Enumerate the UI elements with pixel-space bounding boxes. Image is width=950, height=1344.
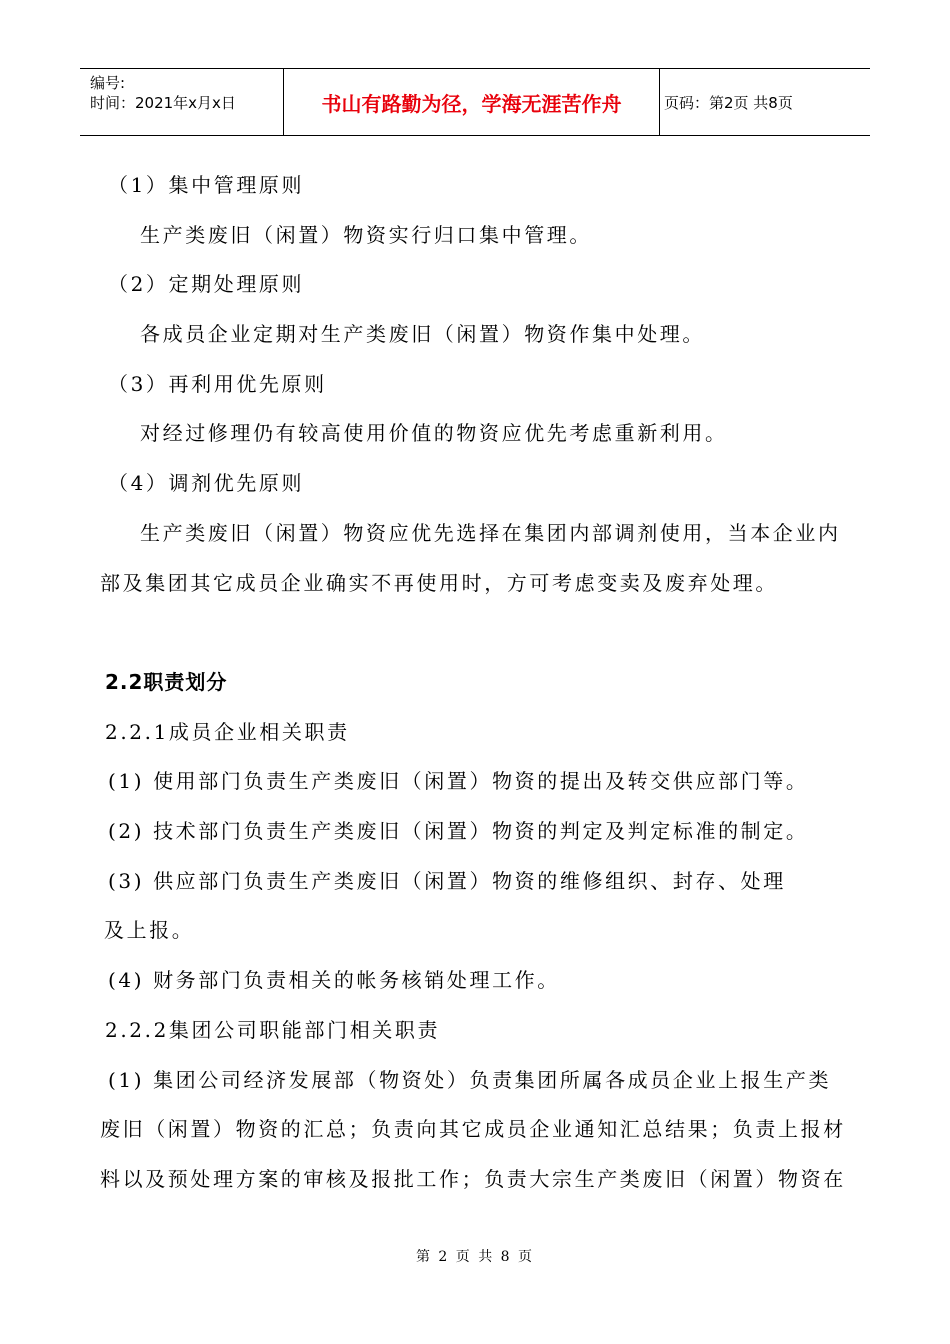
list-item: (1) 使用部门负责生产类废旧（闲置）物资的提出及转交供应部门等。 — [108, 769, 809, 793]
paragraph: 料以及预处理方案的审核及报批工作；负责大宗生产类废旧（闲置）物资在 — [100, 1167, 846, 1191]
list-item: (3) 供应部门负责生产类废旧（闲置）物资的维修组织、封存、处理 — [108, 869, 786, 893]
header-motto: 书山有路勤为径，学海无涯苦作舟 — [283, 69, 660, 135]
paragraph: 生产类废旧（闲置）物资实行归口集中管理。 — [140, 223, 592, 247]
paragraph: 废旧（闲置）物资的汇总；负责向其它成员企业通知汇总结果；负责上报材 — [100, 1117, 846, 1141]
paragraph: 对经过修理仍有较高使用价值的物资应优先考虑重新利用。 — [140, 421, 728, 445]
page-header — [80, 68, 870, 136]
principle-heading-1: （1）集中管理原则 — [108, 173, 305, 197]
subsection-heading: 2.2.1成员企业相关职责 — [105, 720, 350, 744]
number-label: 编号: — [90, 74, 126, 92]
list-item-continued: 及上报。 — [104, 918, 195, 942]
principle-heading-4: （4）调剂优先原则 — [108, 471, 305, 495]
paragraph: 部及集团其它成员企业确实不再使用时，方可考虑变卖及废弃处理。 — [100, 571, 778, 595]
principle-heading-3: （3）再利用优先原则 — [108, 372, 327, 396]
list-item: (2) 技术部门负责生产类废旧（闲置）物资的判定及判定标准的制定。 — [108, 819, 809, 843]
principle-heading-2: （2）定期处理原则 — [108, 272, 305, 296]
section-heading: 2.2职责划分 — [105, 670, 228, 694]
time-label: 时间：2021年x月x日 — [90, 94, 236, 112]
header-page-info: 页码：第2页 共8页 — [664, 93, 793, 112]
header-meta — [80, 69, 283, 135]
list-item: (1) 集团公司经济发展部（物资处）负责集团所属各成员企业上报生产类 — [108, 1068, 832, 1092]
list-item: (4) 财务部门负责相关的帐务核销处理工作。 — [108, 968, 560, 992]
paragraph: 各成员企业定期对生产类废旧（闲置）物资作集中处理。 — [140, 322, 705, 346]
paragraph: 生产类废旧（闲置）物资应优先选择在集团内部调剂使用，当本企业内 — [140, 521, 841, 545]
subsection-heading: 2.2.2集团公司职能部门相关职责 — [105, 1018, 441, 1042]
page-footer: 第 2 页 共 8 页 — [415, 1249, 535, 1265]
